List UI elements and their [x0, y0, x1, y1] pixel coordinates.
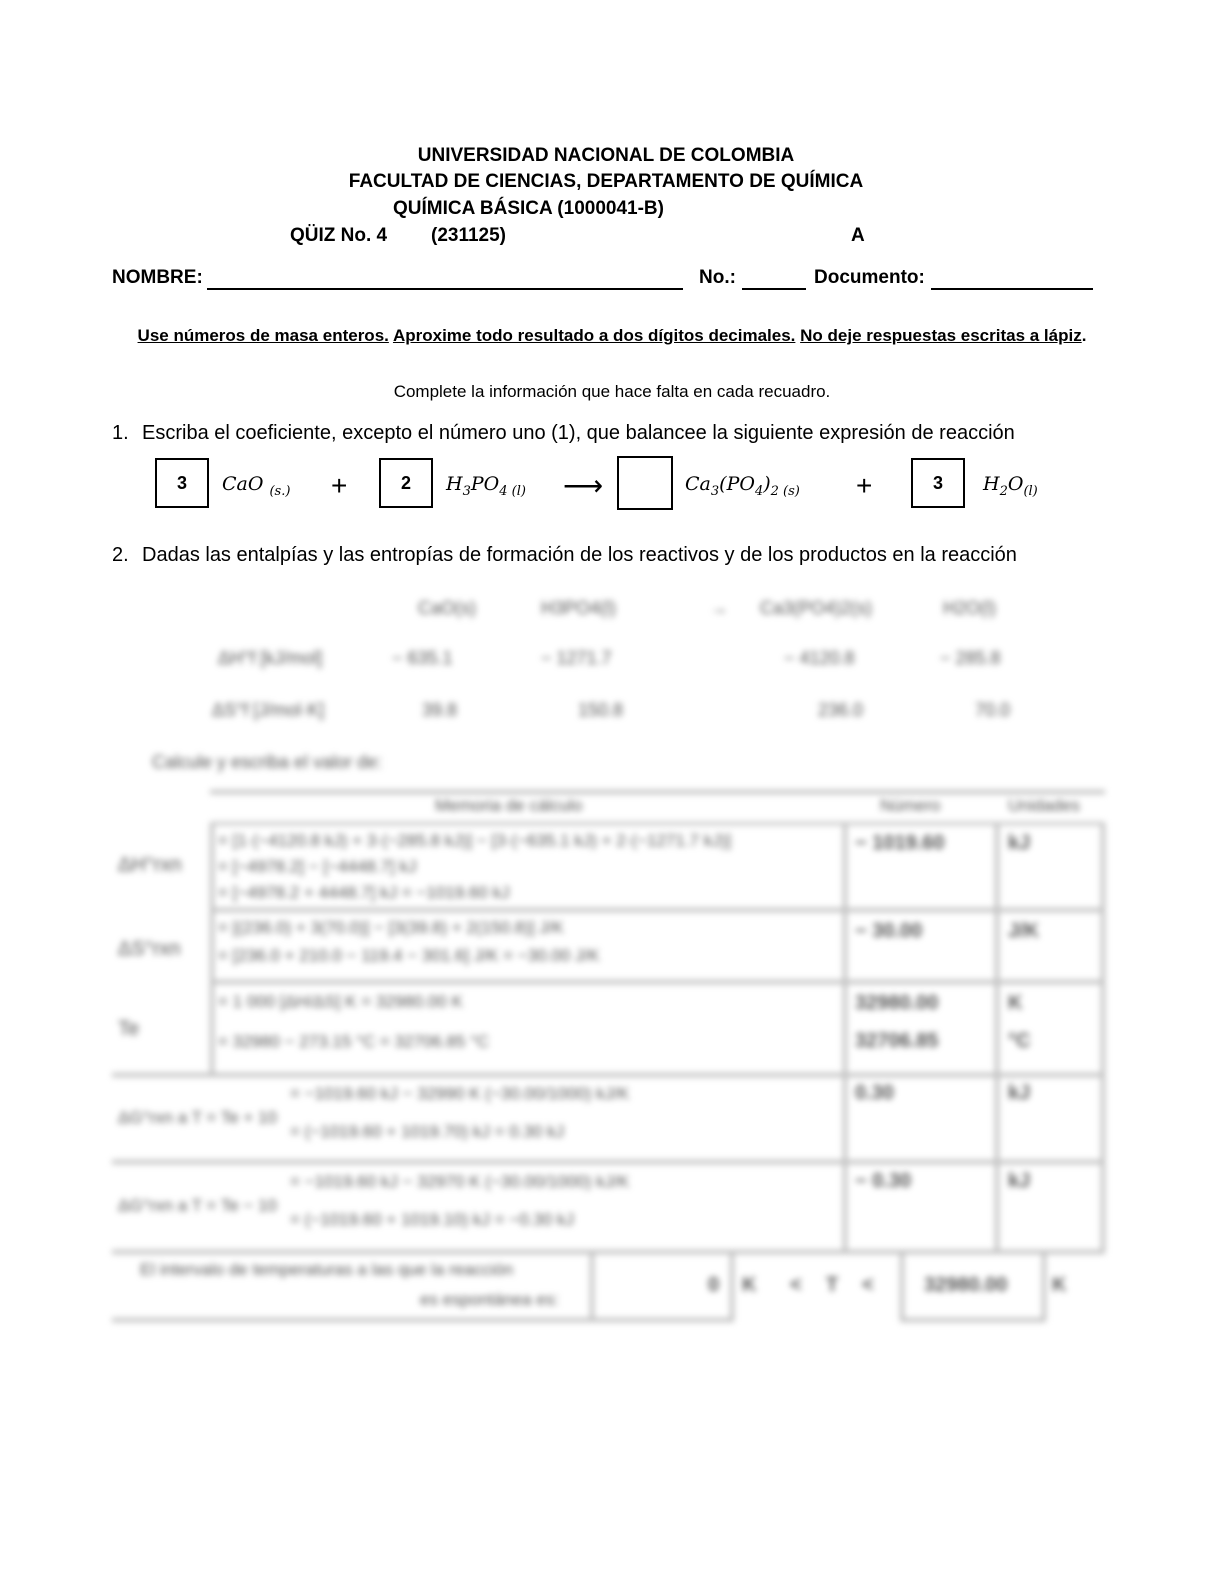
coef-h2o-box[interactable]: 3: [911, 458, 965, 508]
range-box-right: [730, 1252, 734, 1320]
course-title: QUÍMICA BÁSICA (1000041-B): [393, 198, 664, 219]
grid-row4-bottom: [112, 1160, 1105, 1164]
row3-value[interactable]: 32980.00: [855, 992, 939, 1014]
quiz-date-code: (231125): [431, 225, 507, 246]
quiz-version: A: [851, 225, 865, 246]
species-h2o: H2O(l): [943, 598, 996, 618]
result-box-left: [900, 1254, 904, 1320]
entropy-label: ΔS°f [J/mol·K]: [212, 700, 325, 720]
enthalpy-h3po4: − 1271.7: [541, 648, 612, 668]
enthalpy-cao: − 635.1: [392, 648, 453, 668]
rule-decimals: Aproxime todo resultado a dos dígitos decimales.: [392, 326, 796, 345]
university-title: UNIVERSIDAD NACIONAL DE COLOMBIA: [417, 145, 795, 166]
range-high[interactable]: 32980.00: [924, 1274, 1008, 1296]
grid-top: [210, 790, 1105, 794]
formula-h2o: $H_2O_{(l)}$: [983, 473, 1038, 499]
grid-row1-bottom: [210, 908, 1105, 912]
row4-line2: = (−1019.60 + 1019.70) kJ = 0.30 kJ: [290, 1122, 565, 1141]
species-h3po4: H3PO4(l): [541, 598, 617, 618]
q2-text: Dadas las entalpías y las entropías de formación de los reactivos y de los productos en la reacción: [142, 544, 1017, 566]
document-label: Documento:: [814, 267, 925, 288]
row3-label: Te: [118, 1018, 140, 1040]
row5-value[interactable]: − 0.30: [855, 1170, 912, 1192]
rules-end: .: [1081, 326, 1087, 345]
species-ca3po42: Ca3(PO4)2(s): [760, 598, 873, 618]
coef-ca3po42-box[interactable]: [617, 456, 673, 510]
quiz-number: QÜIZ No. 4: [290, 225, 388, 246]
row5-label: ΔG°rxn a T = Te − 10: [118, 1196, 277, 1215]
species-cao: CaO(s): [418, 598, 476, 618]
number-label: No.:: [699, 267, 736, 288]
plus-sign-1: +: [331, 470, 348, 501]
grid-col-unit: [995, 822, 999, 1252]
row2-value[interactable]: − 30.00: [855, 920, 923, 942]
row5-line1: = −1019.60 kJ − 32970 K (−30.00/1000) kJ/K: [290, 1172, 630, 1191]
rule-mass-numbers: Use números de masa enteros.: [137, 326, 389, 345]
row3-unit2[interactable]: °C: [1008, 1030, 1031, 1052]
coef-cao-box[interactable]: 3: [155, 458, 209, 508]
formula-cao: CaO $_{(s.)}$: [222, 473, 291, 499]
grid-col-left: [210, 822, 214, 1074]
row4-unit[interactable]: kJ: [1008, 1082, 1031, 1104]
species-arrow: →: [710, 598, 728, 618]
row1-line2: = [−4978.2] − [−4448.7] kJ: [218, 857, 417, 876]
q2-number: 2.: [112, 544, 129, 566]
row4-value[interactable]: 0.30: [855, 1082, 894, 1104]
name-label: NOMBRE:: [112, 267, 203, 288]
row4-line1: = −1019.60 kJ − 32990 K (−30.00/1000) kJ/K: [290, 1084, 630, 1103]
grid-col-right: [1101, 822, 1105, 1252]
instruction-text: Complete la información que hace falta en cada recuadro.: [393, 382, 831, 401]
faculty-title: FACULTAD DE CIENCIAS, DEPARTAMENTO DE QUÍMICA: [348, 171, 864, 192]
formula-ca3po42: $Ca_3(PO_4)_{2 (s)}$: [685, 473, 800, 499]
entropy-h3po4: 150.8: [578, 700, 624, 720]
row4-label: ΔG°rxn a T = Te + 10: [118, 1108, 277, 1127]
range-low[interactable]: 0: [708, 1274, 720, 1296]
row2-line2: = [236.0 + 210.0 − 119.4 − 301.6] J/K = −30.00 J/K: [218, 946, 600, 965]
header-numero: Número: [880, 796, 941, 815]
row1-line1: = [1·(−4120.8 kJ) + 3·(−285.8 kJ)] − [3·(−635.1 kJ) + 2·(−1271.7 kJ)]: [218, 831, 732, 850]
result-box-bottom: [900, 1318, 1046, 1322]
range-low-unit: K: [742, 1274, 757, 1296]
enthalpy-ca3po42: − 4120.8: [784, 648, 855, 668]
range-box-left: [590, 1252, 594, 1320]
rule-no-pencil: No deje respuestas escritas a lápiz: [800, 326, 1082, 345]
row1-value[interactable]: − 1019.60: [855, 832, 945, 854]
grid-row5-bottom: [112, 1250, 1105, 1254]
number-field[interactable]: [742, 270, 806, 290]
row2-line1: = [(236.0) + 3(70.0)] − [3(39.8) + 2(150.8)] J/K: [218, 918, 564, 937]
range-op1: <: [790, 1274, 802, 1296]
q1-number: 1.: [112, 422, 129, 444]
row5-line2: = (−1019.60 + 1019.10) kJ = −0.30 kJ: [290, 1210, 575, 1229]
range-label-line2: es espontánea es:: [420, 1290, 559, 1309]
row1-unit[interactable]: kJ: [1008, 832, 1031, 854]
name-field[interactable]: [207, 270, 683, 290]
row3-unit[interactable]: K: [1008, 992, 1023, 1014]
range-op2: <: [862, 1274, 874, 1296]
range-T: T: [826, 1274, 839, 1296]
row5-unit[interactable]: kJ: [1008, 1170, 1031, 1192]
reaction-arrow: ⟶: [563, 470, 604, 501]
plus-sign-2: +: [856, 470, 873, 501]
enthalpy-label: ΔH°f [kJ/mol]: [218, 648, 323, 668]
range-label-line1: El intervalo de temperaturas a las que la reacción: [140, 1260, 514, 1279]
grid-row3-bottom: [112, 1073, 1105, 1077]
grid-header-bottom: [210, 822, 1105, 825]
grid-bottom: [112, 1318, 734, 1322]
enthalpy-h2o: − 285.8: [940, 648, 1001, 668]
grid-row2-bottom: [210, 980, 1105, 984]
row1-label: ΔH°rxn: [118, 854, 182, 876]
coef-h3po4-box[interactable]: 2: [379, 458, 433, 508]
row2-unit[interactable]: J/K: [1008, 920, 1040, 942]
grid-col-number: [843, 822, 847, 1252]
instructions-rules: [0, 326, 1224, 346]
entropy-h2o: 70.0: [975, 700, 1011, 720]
header-memoria: Memoria de cálculo: [435, 796, 583, 815]
header-unidades: Unidades: [1008, 796, 1080, 815]
calc-prompt: Calcule y escriba el valor de:: [152, 752, 383, 772]
formula-h3po4: $H_3PO_{4 (l)}$: [446, 473, 526, 499]
row3-line1: = 1 000 [ΔH/ΔS] K = 32980.00 K: [218, 992, 463, 1011]
entropy-ca3po42: 236.0: [818, 700, 864, 720]
row3-value2[interactable]: 32706.85: [855, 1030, 939, 1052]
document-field[interactable]: [931, 270, 1093, 290]
q1-text: Escriba el coeficiente, excepto el número uno (1), que balancee la siguiente expresión de reacción: [142, 422, 1015, 444]
row1-line3: = [−4978.2 + 4448.7] kJ = −1019.60 kJ: [218, 883, 510, 902]
row2-label: ΔS°rxn: [118, 938, 181, 960]
row3-line2: = 32980 − 273.15 °C = 32706.85 °C: [218, 1032, 490, 1051]
entropy-cao: 39.8: [422, 700, 458, 720]
result-box-right: [1042, 1254, 1046, 1320]
range-high-unit: K: [1052, 1274, 1067, 1296]
